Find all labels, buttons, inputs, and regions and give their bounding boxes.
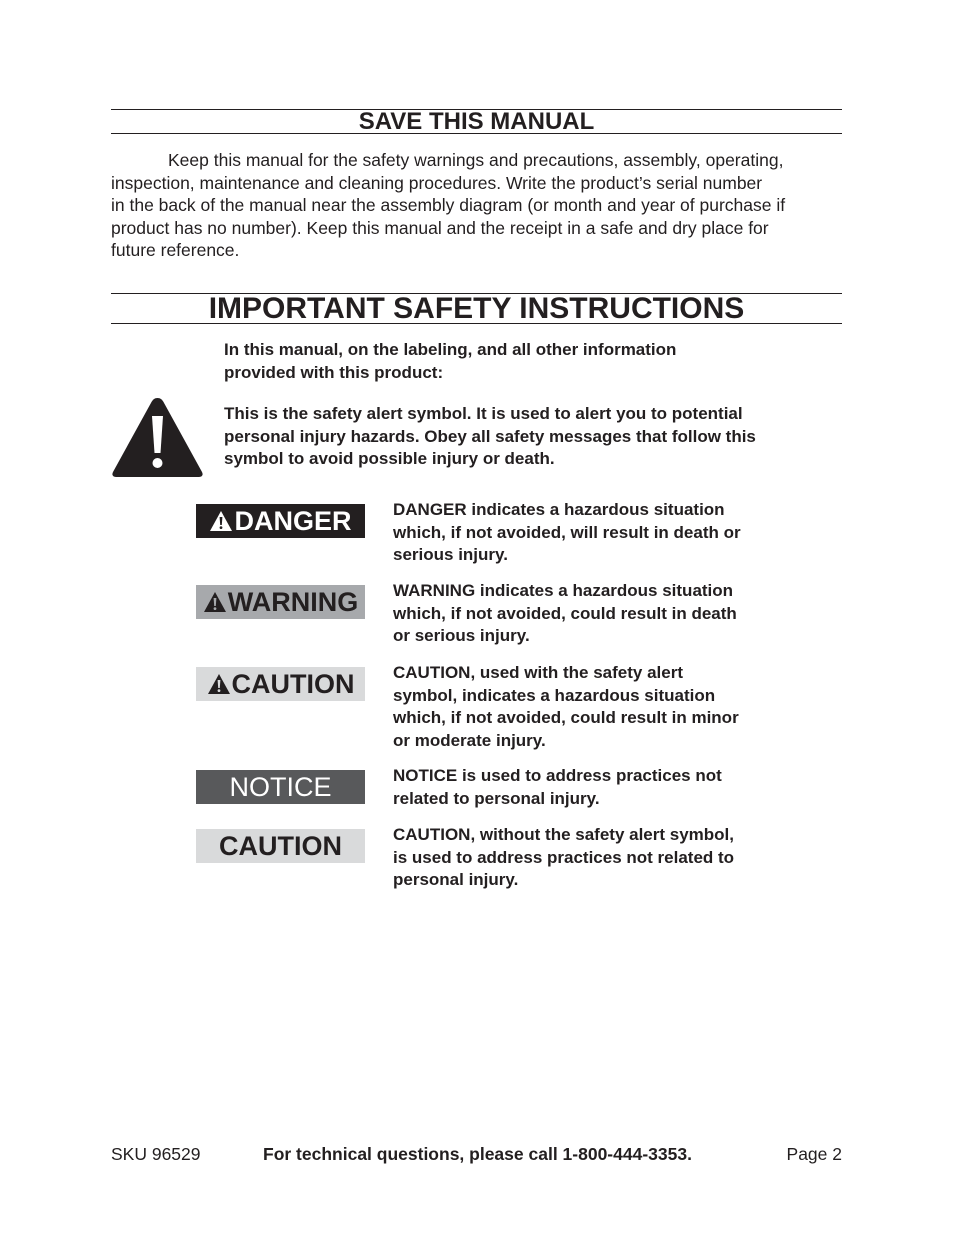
intro-line: In this manual, on the labeling, and all other information xyxy=(224,340,677,359)
warning-description xyxy=(393,580,793,648)
caution-no-symbol-signal-label xyxy=(196,829,365,863)
description-line: related to personal injury. xyxy=(393,788,600,808)
description-line: is used to address practices not related to xyxy=(393,847,735,867)
caution-signal-label xyxy=(196,667,365,701)
description-line: WARNING indicates a hazardous situation xyxy=(393,581,734,600)
signal-word: CAUTION xyxy=(231,669,355,699)
safety-intro-text xyxy=(224,339,834,384)
footer-page-number: Page 2 xyxy=(786,1144,842,1164)
description-line: CAUTION, used with the safety alert xyxy=(393,663,683,682)
danger-description xyxy=(393,499,793,567)
description-line: or serious injury. xyxy=(393,626,530,646)
description-line: symbol, indicates a hazardous situation xyxy=(393,685,716,705)
alert-line: personal injury hazards. Obey all safety messages that follow this xyxy=(224,426,756,446)
description-line: which, if not avoided, could result in minor xyxy=(393,708,739,728)
intro-line: provided with this product: xyxy=(224,362,444,382)
paragraph-line: Keep this manual for the safety warnings and precautions, assembly, operating, xyxy=(168,150,784,170)
notice-signal-label xyxy=(196,770,365,804)
paragraph-line: future reference. xyxy=(111,240,240,261)
safety-instructions-title: IMPORTANT SAFETY INSTRUCTIONS xyxy=(208,292,745,325)
alert-line: symbol to avoid possible injury or death. xyxy=(224,449,555,469)
safety-alert-description xyxy=(224,403,834,471)
paragraph-line: in the back of the manual near the assembly diagram (or month and year of purchase if xyxy=(111,195,786,216)
description-line: personal injury. xyxy=(393,870,519,890)
signal-word: DANGER xyxy=(234,506,352,536)
section-bottom-rule xyxy=(111,323,842,324)
footer-tech-support: For technical questions, please call 1-800-444-3353. xyxy=(263,1144,692,1164)
section-bottom-rule xyxy=(111,133,842,134)
description-line: which, if not avoided, will result in death or xyxy=(393,522,741,542)
alert-triangle-icon xyxy=(209,510,233,532)
alert-triangle-icon xyxy=(207,673,231,695)
safety-alert-symbol-icon xyxy=(111,396,204,478)
description-line: which, if not avoided, could result in death xyxy=(393,603,737,623)
footer-sku: SKU 96529 xyxy=(111,1144,201,1164)
signal-word: NOTICE xyxy=(229,772,332,802)
description-line: CAUTION, without the safety alert symbol, xyxy=(393,825,734,844)
alert-line: This is the safety alert symbol. It is used to alert you to potential xyxy=(224,404,743,423)
caution-no-symbol-description xyxy=(393,824,793,892)
description-line: or moderate injury. xyxy=(393,730,546,750)
danger-signal-label xyxy=(196,504,365,538)
paragraph-line: inspection, maintenance and cleaning procedures. Write the product’s serial number xyxy=(111,172,763,193)
warning-signal-label xyxy=(196,585,365,619)
caution-description xyxy=(393,662,793,752)
description-line: NOTICE is used to address practices not xyxy=(393,766,722,785)
signal-word: WARNING xyxy=(227,587,359,617)
description-line: DANGER indicates a hazardous situation xyxy=(393,500,725,519)
paragraph-line: product has no number). Keep this manual and the receipt in a safe and dry place for xyxy=(111,217,769,238)
description-line: serious injury. xyxy=(393,545,508,565)
save-manual-title: SAVE THIS MANUAL xyxy=(358,108,595,135)
alert-triangle-icon xyxy=(203,591,227,613)
notice-description xyxy=(393,765,793,810)
signal-word: CAUTION xyxy=(219,831,342,861)
save-manual-paragraph xyxy=(111,149,842,262)
